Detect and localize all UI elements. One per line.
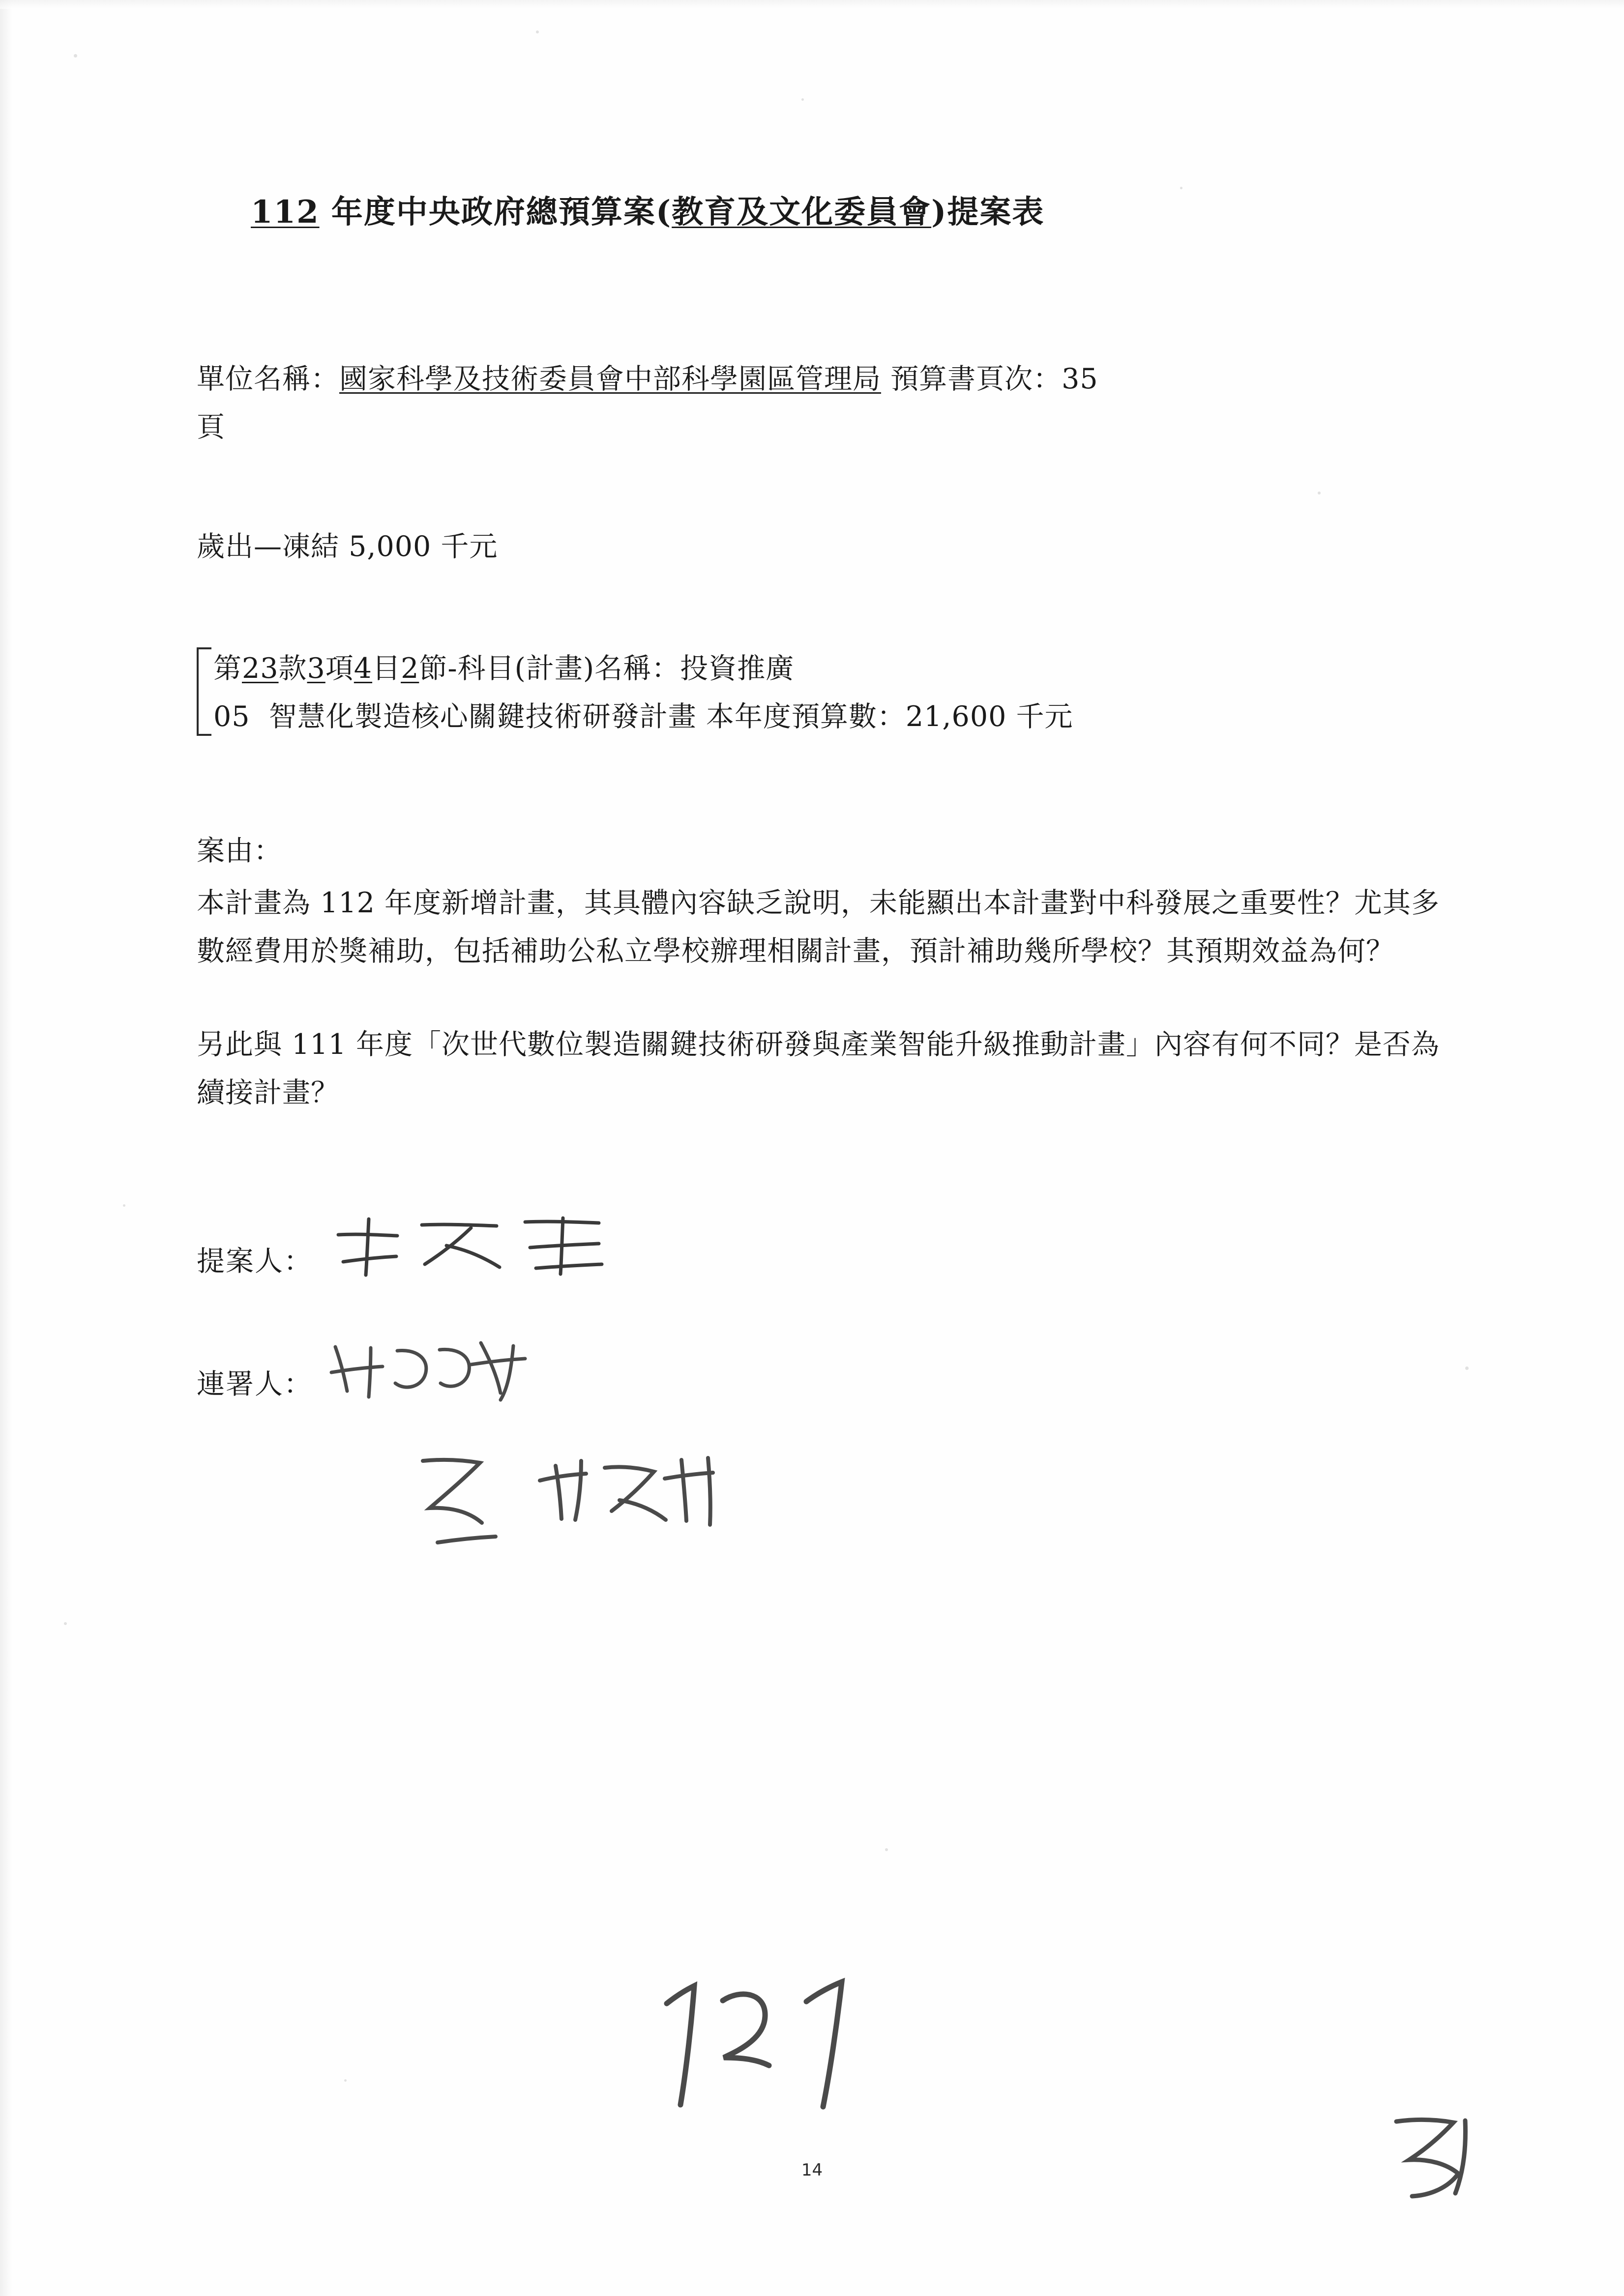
title-year: 112 (251, 194, 320, 231)
account-line-1 (213, 644, 1455, 693)
page-number: 14 (801, 2160, 823, 2180)
year-budget-value: 21,600 千元 (905, 700, 1073, 733)
proposer-label: 提案人： (197, 1245, 313, 1278)
scan-speck (64, 1622, 67, 1625)
proposer-signature (324, 1215, 697, 1279)
unit-row (197, 355, 1455, 451)
kuan-unit: 款 (278, 652, 307, 685)
plan-code: 05 (213, 700, 250, 733)
expenditure-text: 歲出—凍結 5,000 千元 (197, 530, 498, 563)
mu-unit: 目 (372, 652, 401, 685)
scan-edge-left (0, 0, 13, 2296)
scan-speck (801, 98, 804, 101)
subject-label: -科目(計畫)名稱： (447, 652, 680, 685)
title-committee: 教育及文化委員會 (672, 194, 932, 231)
jie-unit: 節 (419, 652, 448, 685)
account-line-2 (213, 693, 1455, 741)
reason-paragraph-1: 本計畫為 112 年度新增計畫，其具體內容缺乏說明，未能顯出本計畫對中科發展之重要性？尤其多數經費用於獎補助，包括補助公私立學校辦理相關計畫，預計補助幾所學校？其預期效益為何？ (197, 887, 1440, 968)
scan-speck (123, 1204, 125, 1207)
year-budget-label: 本年度預算數： (696, 700, 906, 733)
scan-speck (1465, 1366, 1469, 1370)
kuan-label: 第 (213, 652, 242, 685)
title-end: )提案表 (931, 194, 1045, 231)
scan-speck (344, 2079, 347, 2082)
scan-edge-top (0, 0, 1624, 9)
handwritten-page-mark (649, 1971, 875, 2119)
document-body (197, 187, 1455, 1559)
reason-paragraph-2: 另此與 111 年度「次世代數位製造關鍵技術研發與產業智能升級推動計畫」內容有何不同？是否為續接計畫？ (197, 1028, 1440, 1109)
budget-page-label: 預算書頁次： (881, 363, 1062, 395)
cosigner-row (197, 1338, 1455, 1402)
expenditure-row (197, 523, 1455, 571)
handwritten-corner-mark (1382, 2109, 1495, 2207)
cosigner-signature-1 (324, 1338, 697, 1402)
unit-name: 國家科學及技術委員會中部科學園區管理局 (339, 363, 881, 395)
jie-value: 2 (401, 652, 419, 685)
xiang-value: 3 (307, 652, 325, 685)
cosigner-signature-2 (408, 1446, 1455, 1559)
signature-area (197, 1215, 1455, 1559)
reason-label: 案由： (197, 835, 282, 868)
scan-speck (885, 1848, 888, 1851)
scan-speck (74, 54, 77, 58)
plan-name: 智慧化製造核心關鍵技術研發計畫 (268, 700, 697, 733)
xiang-unit: 項 (325, 652, 354, 685)
account-bracket-group (197, 644, 1455, 741)
mu-value: 4 (354, 652, 373, 685)
scan-speck (536, 30, 539, 33)
cosigner-label: 連署人： (197, 1368, 313, 1401)
kuan-value: 23 (242, 652, 279, 685)
title-middle: 年度中央政府總預算案( (319, 194, 672, 231)
budget-page-unit: 頁 (197, 411, 225, 444)
budget-page-value: 35 (1062, 363, 1098, 395)
proposer-row (197, 1215, 1455, 1279)
unit-label: 單位名稱： (197, 363, 339, 395)
page-title (251, 187, 1455, 232)
subject-name: 投資推廣 (680, 652, 795, 685)
